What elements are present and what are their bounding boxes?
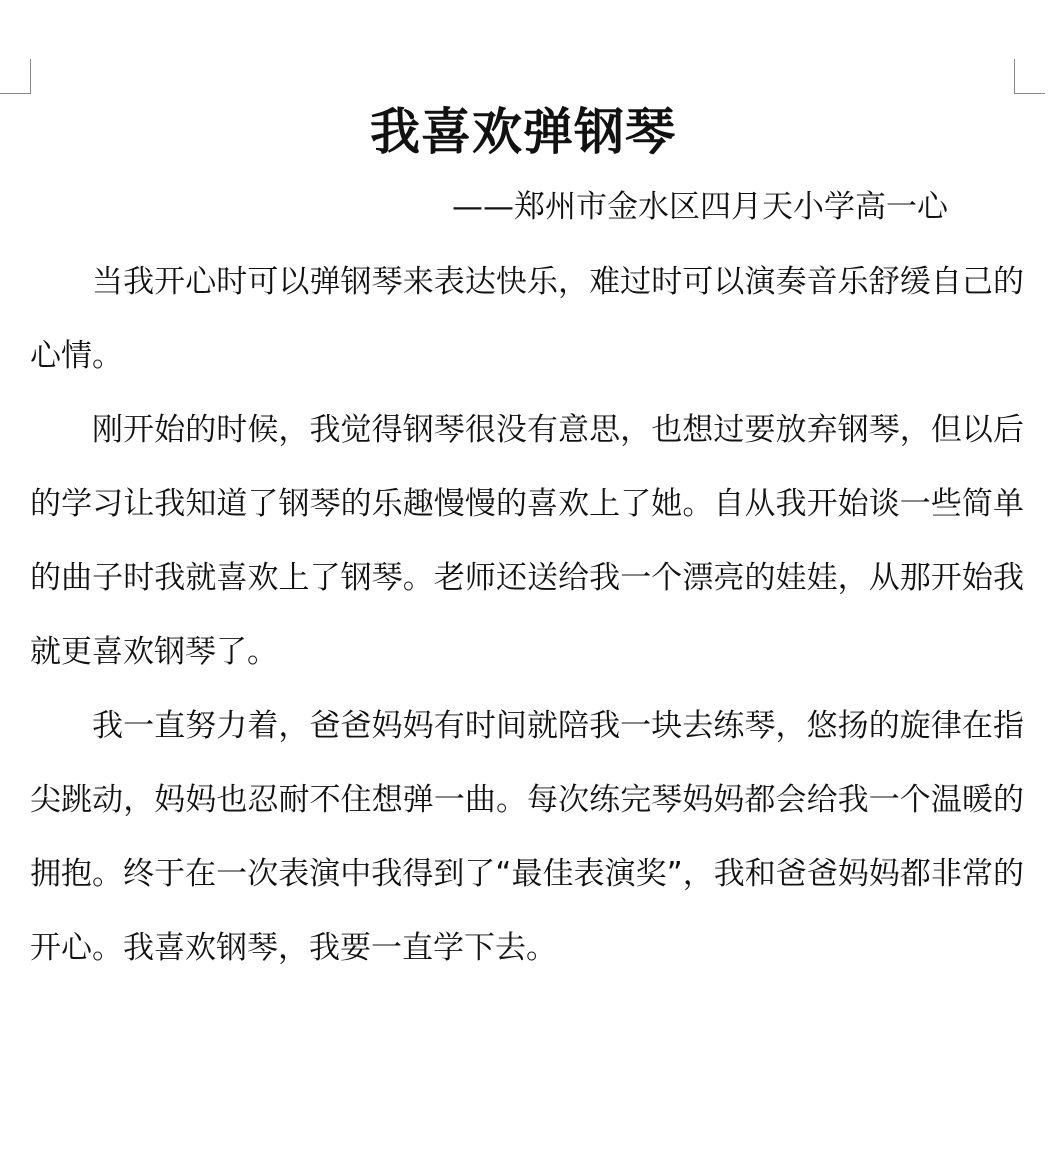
document-title: 我喜欢弹钢琴: [370, 103, 676, 161]
document-body: [30, 245, 1024, 985]
paragraph-1: 当我开心时可以弹钢琴来表达快乐，难过时可以演奏音乐舒缓自己的心情。: [30, 264, 1024, 374]
paragraph-3: 我一直努力着，爸爸妈妈有时间就陪我一块去练琴，悠扬的旋律在指尖跳动，妈妈也忍耐不住想弹一曲。每次练完琴妈妈都会给我一个温暖的拥抱。终于在一次表演中我得到了“最佳表演奖”，我和爸爸妈妈都非常的开心。我喜欢钢琴，我要一直学下去。: [30, 708, 1024, 966]
paragraph-2: 刚开始的时候，我觉得钢琴很没有意思，也想过要放弃钢琴，但以后的学习让我知道了钢琴的乐趣慢慢的喜欢上了她。自从我开始谈一些简单的曲子时我就喜欢上了钢琴。老师还送给我一个漂亮的娃娃，从那开始我就更喜欢钢琴了。: [30, 412, 1024, 670]
author-byline: ——郑州市金水区四月天小学高一心: [452, 189, 948, 225]
crop-mark-top-right: [1014, 59, 1045, 94]
crop-mark-top-left: [0, 59, 31, 94]
